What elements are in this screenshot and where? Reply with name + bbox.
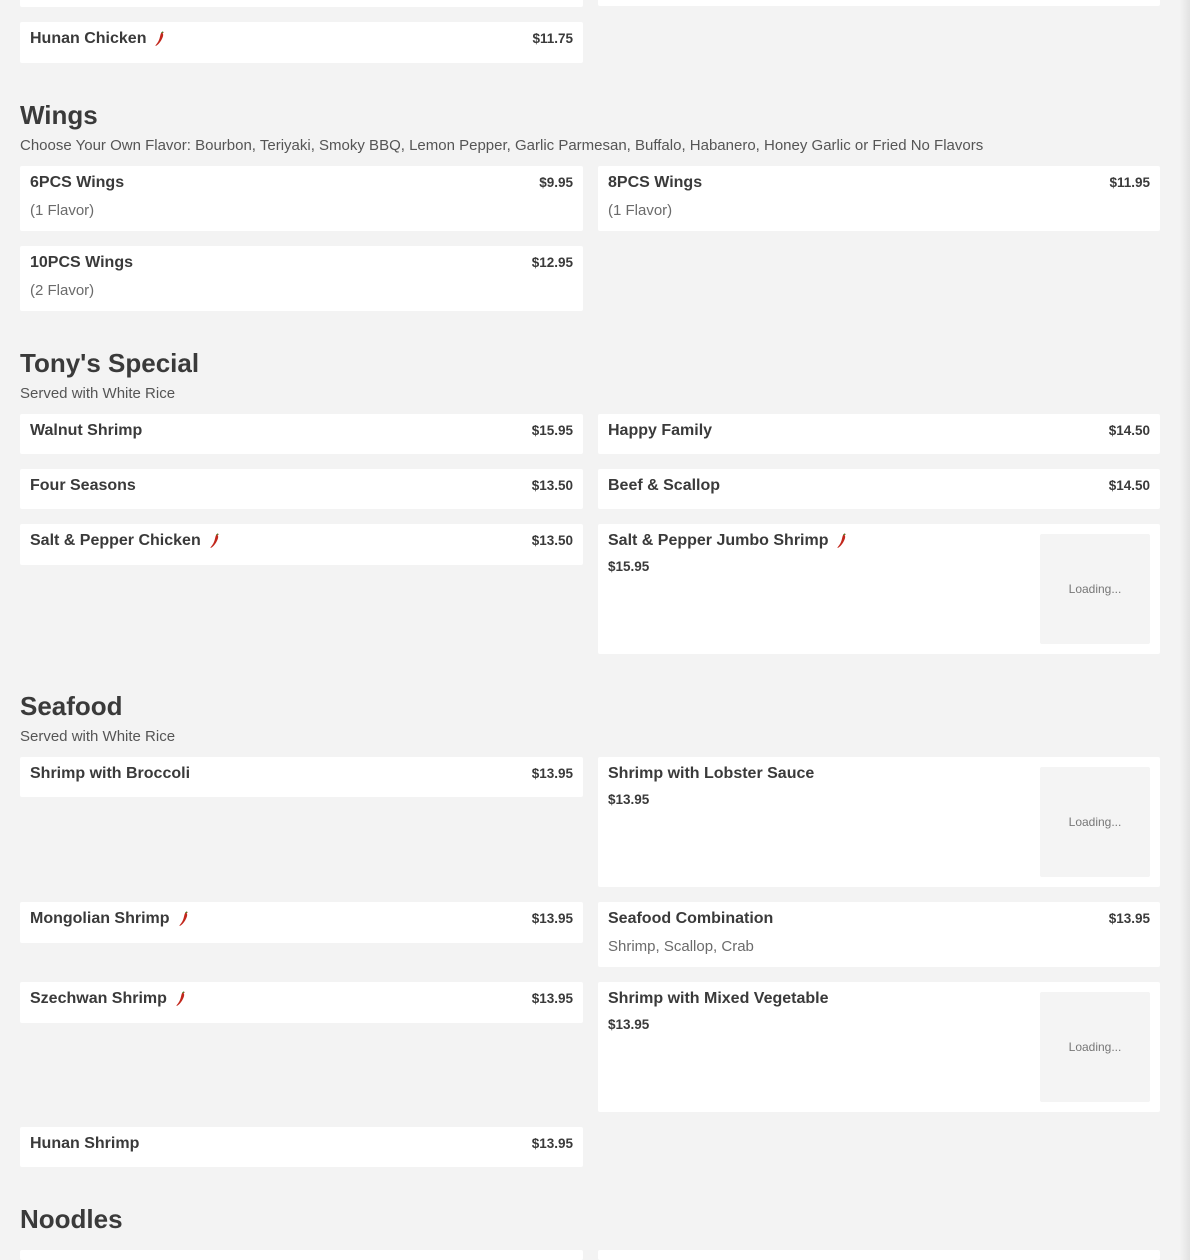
menu-item-card-partial[interactable] bbox=[598, 1250, 1160, 1260]
section-subtitle-seafood: Served with White Rice bbox=[20, 728, 176, 745]
menu-item-walnut-shrimp[interactable] bbox=[20, 414, 583, 454]
menu-item-salt-pepper-jumbo-shrimp[interactable] bbox=[598, 524, 1160, 654]
item-price: $13.95 bbox=[531, 1136, 573, 1151]
menu-item-shrimp-lobster-sauce[interactable] bbox=[598, 757, 1160, 887]
item-image-placeholder: Loading... bbox=[1040, 534, 1150, 644]
section-subtitle-wings: Choose Your Own Flavor: Bourbon, Teriyaki, Smoky BBQ, Lemon Pepper, Garlic Parmesan, Buffalo, Habanero, Honey Garlic or Fried No Flavors bbox=[20, 137, 984, 154]
item-name: Four Seasons bbox=[30, 477, 136, 494]
item-price: $13.95 bbox=[1108, 911, 1150, 926]
item-price: $12.95 bbox=[531, 255, 573, 270]
item-name: Seafood Combination bbox=[608, 910, 774, 927]
section-title-wings: Wings bbox=[20, 100, 98, 130]
menu-item-card-partial[interactable] bbox=[20, 0, 583, 7]
menu-item-four-seasons[interactable] bbox=[20, 469, 583, 509]
section-title-tonys-special: Tony's Special bbox=[20, 348, 200, 378]
item-name: Hunan Shrimp bbox=[30, 1135, 140, 1152]
menu-item-happy-family[interactable] bbox=[598, 414, 1160, 454]
item-name: 8PCS Wings bbox=[608, 174, 703, 191]
menu-item-beef-scallop[interactable] bbox=[598, 469, 1160, 509]
chili-pepper-icon bbox=[836, 533, 848, 549]
item-price: $9.95 bbox=[539, 175, 573, 190]
item-price: $13.95 bbox=[608, 1017, 650, 1032]
item-name: Happy Family bbox=[608, 422, 713, 439]
item-price: $13.95 bbox=[608, 792, 650, 807]
item-name: Szechwan Shrimp bbox=[30, 990, 167, 1007]
item-price: $13.95 bbox=[531, 911, 573, 926]
menu-item-szechwan-shrimp[interactable] bbox=[20, 982, 583, 1023]
item-name: Hunan Chicken bbox=[30, 30, 147, 47]
menu-item-hunan-shrimp[interactable] bbox=[20, 1127, 583, 1167]
menu-item-card-partial[interactable] bbox=[20, 1250, 583, 1260]
item-image-placeholder: Loading... bbox=[1040, 767, 1150, 877]
item-price: $14.50 bbox=[1108, 478, 1150, 493]
item-name: Salt & Pepper Chicken bbox=[30, 532, 201, 549]
chili-pepper-icon bbox=[154, 31, 166, 47]
item-description: (2 Flavor) bbox=[30, 282, 95, 299]
menu-item-seafood-combination[interactable] bbox=[598, 902, 1160, 967]
item-description: Shrimp, Scallop, Crab bbox=[608, 938, 754, 955]
item-price: $14.50 bbox=[1108, 423, 1150, 438]
item-description: (1 Flavor) bbox=[608, 202, 673, 219]
menu-item-mongolian-shrimp[interactable] bbox=[20, 902, 583, 943]
menu-item-shrimp-broccoli[interactable] bbox=[20, 757, 583, 797]
item-price: $11.75 bbox=[532, 31, 573, 46]
item-name: Mongolian Shrimp bbox=[30, 910, 170, 927]
scrollbar-track[interactable] bbox=[1180, 0, 1190, 1260]
item-name: Beef & Scallop bbox=[608, 477, 721, 494]
menu-item-card-partial[interactable] bbox=[598, 0, 1160, 6]
item-name: Shrimp with Mixed Vegetable bbox=[608, 990, 829, 1007]
item-name: Walnut Shrimp bbox=[30, 422, 143, 439]
menu-item-6pcs-wings[interactable] bbox=[20, 166, 583, 231]
menu-item-hunan-chicken[interactable] bbox=[20, 22, 583, 63]
item-price: $13.95 bbox=[531, 766, 573, 781]
chili-pepper-icon bbox=[178, 911, 190, 927]
item-price: $15.95 bbox=[608, 559, 650, 574]
item-price: $13.50 bbox=[531, 533, 573, 548]
item-image-placeholder: Loading... bbox=[1040, 992, 1150, 1102]
item-name: Shrimp with Broccoli bbox=[30, 765, 191, 782]
item-name: Shrimp with Lobster Sauce bbox=[608, 765, 815, 782]
item-price: $13.50 bbox=[531, 478, 573, 493]
menu-item-10pcs-wings[interactable] bbox=[20, 246, 583, 311]
item-name: Salt & Pepper Jumbo Shrimp bbox=[608, 532, 829, 549]
item-price: $13.95 bbox=[531, 991, 573, 1006]
section-title-seafood: Seafood bbox=[20, 691, 123, 721]
item-name: 10PCS Wings bbox=[30, 254, 133, 271]
menu-item-shrimp-mixed-vegetable[interactable] bbox=[598, 982, 1160, 1112]
section-title-noodles: Noodles bbox=[20, 1204, 123, 1234]
item-description: (1 Flavor) bbox=[30, 202, 95, 219]
menu-item-salt-pepper-chicken[interactable] bbox=[20, 524, 583, 565]
item-name: 6PCS Wings bbox=[30, 174, 125, 191]
item-price: $15.95 bbox=[531, 423, 573, 438]
menu-item-8pcs-wings[interactable] bbox=[598, 166, 1160, 231]
chili-pepper-icon bbox=[209, 533, 221, 549]
item-price: $11.95 bbox=[1109, 175, 1150, 190]
section-subtitle-tonys-special: Served with White Rice bbox=[20, 385, 176, 402]
chili-pepper-icon bbox=[175, 991, 187, 1007]
